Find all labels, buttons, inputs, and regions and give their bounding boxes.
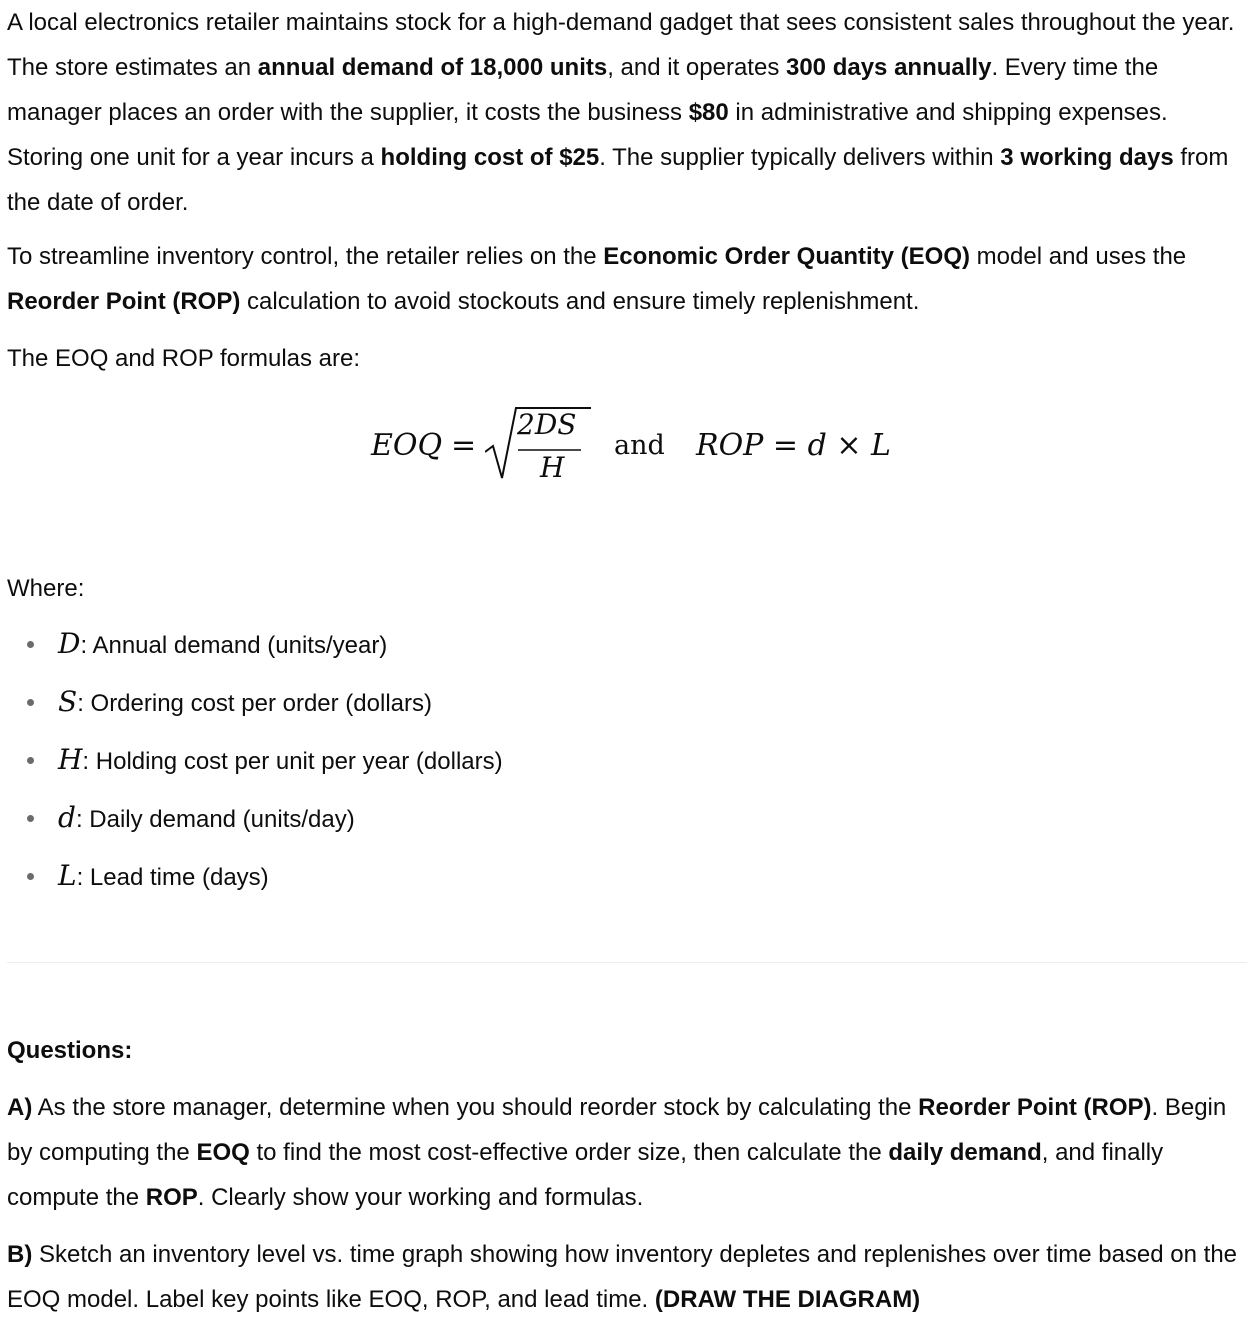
formula-intro-text: The EOQ and ROP formulas are:: [7, 345, 361, 372]
eoq-equals-sign: =: [451, 428, 477, 463]
intro-text-6: from the date of order.: [7, 144, 1229, 216]
eoq-denominator: H: [540, 451, 565, 484]
variable-description: : Annual demand (units/year): [80, 632, 388, 659]
question-b: [7, 1232, 1247, 1322]
where-label: Where:: [7, 575, 85, 602]
question-a-text-4: , and finally compute the: [7, 1139, 1164, 1211]
variable-symbol: H: [58, 743, 83, 776]
bullet-icon: [27, 815, 34, 822]
variable-description: : Lead time (days): [76, 864, 269, 891]
variable-description: : Daily demand (units/day): [75, 806, 355, 833]
model-text-2: model and uses the: [970, 243, 1187, 270]
model-text-3: calculation to avoid stockouts and ensure timely replenishment.: [240, 288, 920, 315]
intro-text-3: . Every time the manager places an order with the supplier, it costs the business: [7, 54, 1159, 126]
problem-intro-paragraph: [7, 0, 1247, 225]
bullet-icon: [27, 641, 34, 648]
definition-item: [7, 622, 503, 680]
eoq-term-highlight: Economic Order Quantity (EOQ): [603, 243, 971, 270]
definition-item: [7, 796, 503, 854]
rop-term-highlight: Reorder Point (ROP): [7, 288, 241, 315]
definition-item: [7, 738, 503, 796]
section-divider: [7, 962, 1247, 963]
annual-demand-highlight: annual demand of 18,000 units: [257, 54, 608, 81]
question-b-text-1: Sketch an inventory level vs. time graph showing how inventory depletes and replenishes over time based on the EOQ model. Label key points like EOQ, ROP, and lead time.: [7, 1241, 1238, 1313]
variable-symbol: L: [58, 859, 77, 892]
questions-heading-text: Questions:: [7, 1037, 133, 1064]
model-text-1: To streamline inventory control, the retailer relies on the: [7, 243, 604, 270]
variable-description: : Ordering cost per order (dollars): [77, 690, 432, 717]
question-a-daily-demand-highlight: daily demand: [888, 1139, 1042, 1166]
definition-item: [7, 680, 503, 738]
intro-text-5: . The supplier typically delivers within: [599, 144, 1001, 171]
eoq-numerator: 2DS: [517, 408, 577, 441]
question-a-label: A): [7, 1094, 33, 1121]
holding-cost-highlight: holding cost of $25: [380, 144, 600, 171]
intro-text-1: A local electronics retailer maintains stock for a high-demand gadget that sees consistent sales throughout the year. The store estimates an: [7, 9, 1235, 81]
rop-formula: ROP = d × L: [696, 428, 891, 463]
variable-symbol: D: [58, 627, 81, 660]
bullet-icon: [27, 873, 34, 880]
question-b-label: B): [7, 1241, 33, 1268]
question-a-text-5: . Clearly show your working and formulas.: [197, 1184, 644, 1211]
eoq-lhs: EOQ: [371, 428, 443, 463]
model-paragraph: [7, 234, 1247, 324]
question-a-rop-short-highlight: ROP: [145, 1184, 198, 1211]
bullet-icon: [27, 699, 34, 706]
formula-display: [7, 398, 1247, 498]
intro-text-4: in administrative and shipping expenses. Storing one unit for a year incurs a: [7, 99, 1168, 171]
questions-heading: [7, 1028, 132, 1073]
question-b-draw-highlight: (DRAW THE DIAGRAM): [654, 1286, 921, 1313]
variable-definitions-list: [7, 622, 503, 912]
variable-symbol: d: [58, 801, 76, 834]
order-cost-highlight: $80: [688, 99, 729, 126]
definition-item: [7, 854, 503, 912]
question-a-rop-highlight: Reorder Point (ROP): [918, 1094, 1152, 1121]
lead-time-highlight: 3 working days: [1000, 144, 1174, 171]
question-a-text-2: . Begin by computing the: [7, 1094, 1227, 1166]
variable-description: : Holding cost per unit per year (dollars): [82, 748, 503, 775]
intro-text-2: , and it operates: [607, 54, 786, 81]
question-a: [7, 1085, 1247, 1220]
formula-connector: and: [614, 430, 665, 461]
question-a-text-1: As the store manager, determine when you should reorder stock by calculating the: [32, 1094, 919, 1121]
bullet-icon: [27, 757, 34, 764]
question-a-eoq-highlight: EOQ: [196, 1139, 250, 1166]
operating-days-highlight: 300 days annually: [785, 54, 992, 81]
variable-symbol: S: [58, 685, 78, 718]
question-a-text-3: to find the most cost-effective order size, then calculate the: [249, 1139, 889, 1166]
